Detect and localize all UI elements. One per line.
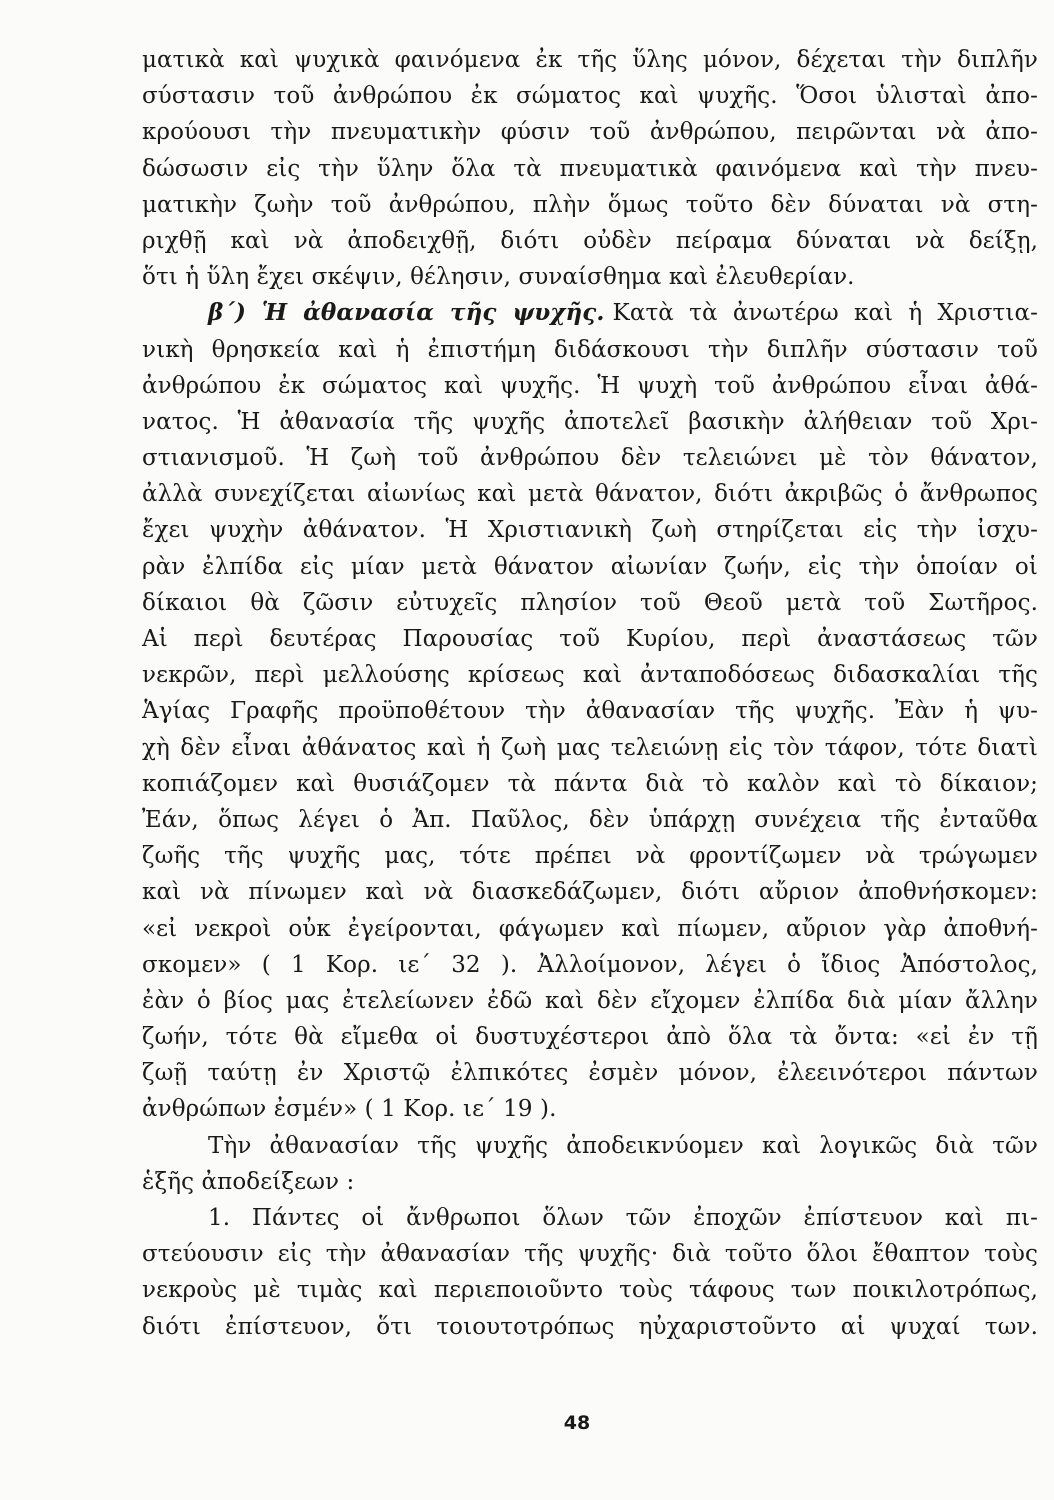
text-line: Τὴν ἀθανασίαν τῆς ψυχῆς ἀποδεικνύομεν καὶ λογικῶς διὰ τῶν (208, 1132, 1038, 1159)
text-line: Ἐάν, ὅπως λέγει ὁ Ἀπ. Παῦλος, δὲν ὑπάρχῃ συνέχεια τῆς ἐνταῦθα (142, 806, 1038, 833)
text-line: ριχθῇ καὶ νὰ ἀποδειχθῇ, διότι οὐδὲν πείραμα δύναται νὰ δείξῃ, (142, 227, 1038, 254)
text-line: ματικὰ καὶ ψυχικὰ φαινόμενα ἐκ τῆς ὕλης μόνον, δέχεται τὴν διπλῆν (142, 47, 1038, 73)
text-line: ματικὴν ζωὴν τοῦ ἀνθρώπου, πλὴν ὅμως τοῦτο δὲν δύναται νὰ στη- (142, 191, 1038, 218)
text-line: νατος. Ἡ ἀθανασία τῆς ψυχῆς ἀποτελεῖ βασικὴν ἀλήθειαν τοῦ Χρι- (142, 408, 1038, 435)
text-line: 1. Πάντες οἱ ἄνθρωποι ὅλων τῶν ἐποχῶν ἐπίστευον καὶ πι- (208, 1205, 1038, 1231)
page-number: 48 (563, 1412, 591, 1434)
text-line: καὶ νὰ πίνωμεν καὶ νὰ διασκεδάζωμεν, διότι αὔριον ἀποθνήσκομεν: (142, 879, 1038, 906)
text-line: νικὴ θρησκεία καὶ ἡ ἐπιστήμη διδάσκουσι τὴν διπλῆν σύστασιν τοῦ (142, 336, 1038, 363)
section-heading-line (142, 295, 1038, 331)
text-line: δίκαιοι θὰ ζῶσιν εὐτυχεῖς πλησίον τοῦ Θεοῦ μετὰ τοῦ Σωτῆρος. (142, 589, 1038, 616)
text-line: ρὰν ἐλπίδα εἰς μίαν μετὰ θάνατον αἰωνίαν ζωήν, εἰς τὴν ὁποίαν οἱ (142, 553, 1038, 580)
section-heading: β΄) Ἡ ἀθανασία τῆς ψυχῆς. (208, 299, 605, 327)
text-line: διότι ἐπίστευον, ὅτι τοιουτοτρόπως ηὐχαριστοῦντο αἱ ψυχαί των. (142, 1313, 1038, 1340)
text-line: ζωῇ ταύτῃ ἐν Χριστῷ ἐλπικότες ἐσμὲν μόνον, ἐλεεινότεροι πάντων (142, 1060, 1038, 1087)
text-line: νεκρῶν, περὶ μελλούσης κρίσεως καὶ ἀνταποδόσεως διδασκαλίαι τῆς (142, 662, 1038, 689)
text-line: Κατὰ τὰ ἀνωτέρω καὶ ἡ Χριστια- (612, 300, 1038, 327)
text-line: νεκροὺς μὲ τιμὰς καὶ περιεποιοῦντο τοὺς τάφους των ποικιλοτρόπως, (142, 1277, 1038, 1304)
text-line: σκομεν» ( 1 Κορ. ιε΄ 32 ). Ἀλλοίμονον, λέγει ὁ ἴδιος Ἀπόστολος, (142, 951, 1038, 978)
text-line: ἔχει ψυχὴν ἀθάνατον. Ἡ Χριστιανικὴ ζωὴ στηρίζεται εἰς τὴν ἰσχυ- (142, 517, 1038, 544)
text-line: ζωῆς τῆς ψυχῆς μας, τότε πρέπει νὰ φροντίζωμεν νὰ τρώγωμεν (142, 843, 1038, 870)
text-line: ἀλλὰ συνεχίζεται αἰωνίως καὶ μετὰ θάνατον, διότι ἀκριβῶς ὁ ἄνθρωπος (142, 481, 1038, 508)
text-line: Αἱ περὶ δευτέρας Παρουσίας τοῦ Κυρίου, περὶ ἀναστάσεως τῶν (142, 626, 1038, 652)
text-line: Ἁγίας Γραφῆς προϋποθέτουν τὴν ἀθανασίαν τῆς ψυχῆς. Ἐὰν ἡ ψυ- (142, 698, 1038, 725)
text-line: ἀνθρώπου ἐκ σώματος καὶ ψυχῆς. Ἡ ψυχὴ τοῦ ἀνθρώπου εἶναι ἀθά- (142, 372, 1038, 399)
text-line: ὅτι ἡ ὕλη ἔχει σκέψιν, θέλησιν, συναίσθημα καὶ ἐλευθερίαν. (142, 264, 855, 291)
text-line: «εἰ νεκροὶ οὐκ ἐγείρονται, φάγωμεν καὶ πίωμεν, αὔριον γὰρ ἀποθνή- (142, 915, 1038, 942)
text-line: χὴ δὲν εἶναι ἀθάνατος καὶ ἡ ζωὴ μας τελειώνῃ εἰς τὸν τάφον, τότε διατὶ (142, 734, 1038, 761)
text-line: ἐὰν ὁ βίος μας ἐτελείωνεν ἐδῶ καὶ δὲν εἴχομεν ἐλπίδα διὰ μίαν ἄλλην (142, 987, 1038, 1014)
text-line: ἑξῆς ἀποδείξεων : (142, 1168, 355, 1195)
text-line: ζωήν, τότε θὰ εἴμεθα οἱ δυστυχέστεροι ἀπὸ ὅλα τὰ ὄντα: «εἰ ἐν τῇ (142, 1024, 1038, 1051)
text-line: στεύουσιν εἰς τὴν ἀθανασίαν τῆς ψυχῆς· διὰ τοῦτο ὅλοι ἔθαπτον τοὺς (142, 1241, 1038, 1268)
text-line: κοπιάζομεν καὶ θυσιάζομεν τὰ πάντα διὰ τὸ καλὸν καὶ τὸ δίκαιον; (142, 770, 1038, 797)
text-line: στιανισμοῦ. Ἡ ζωὴ τοῦ ἀνθρώπου δὲν τελειώνει μὲ τὸν θάνατον, (142, 445, 1038, 472)
text-line: σύστασιν τοῦ ἀνθρώπου ἐκ σώματος καὶ ψυχῆς. Ὅσοι ὑλισταὶ ἀπο- (142, 83, 1038, 110)
text-line: κρούουσι τὴν πνευματικὴν φύσιν τοῦ ἀνθρώπου, πειρῶνται νὰ ἀπο- (142, 119, 1038, 146)
text-line: δώσωσιν εἰς τὴν ὕλην ὅλα τὰ πνευματικὰ φαινόμενα καὶ τὴν πνευ- (142, 155, 1038, 182)
body-text (142, 42, 1038, 1345)
text-line: ἀνθρώπων ἐσμέν» ( 1 Κορ. ιε΄ 19 ). (142, 1096, 557, 1123)
